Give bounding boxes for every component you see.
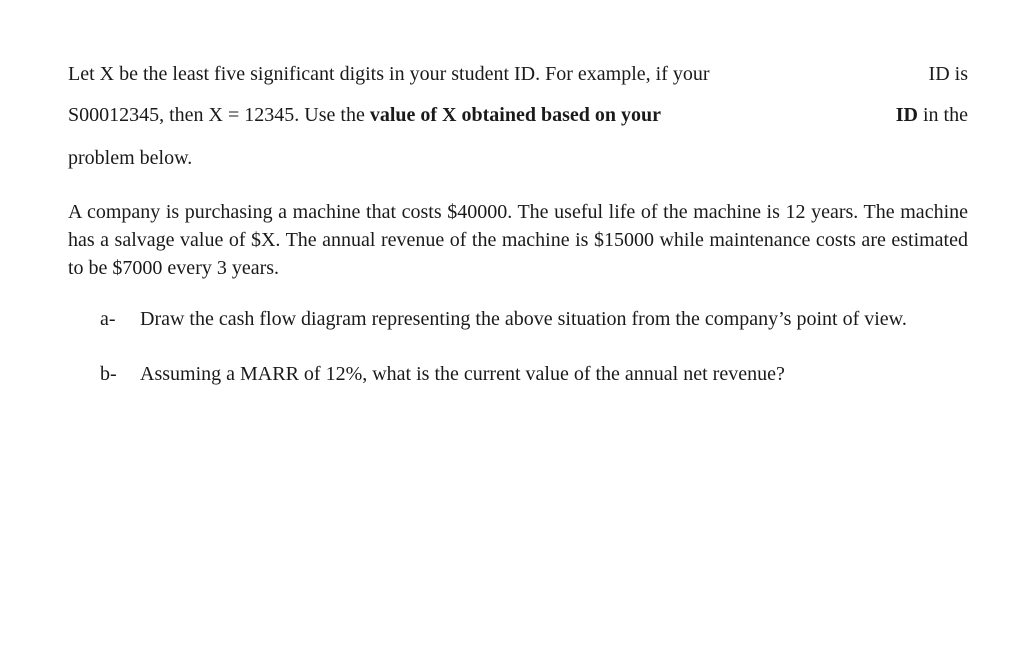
intro-line-1 (68, 61, 968, 87)
intro-line-2-right-bold: ID (895, 104, 918, 126)
intro-line-2-left (68, 102, 661, 128)
intro-line-2-plain: S00012345, then X = 12345. Use the (68, 104, 370, 126)
question-a-text: Draw the cash flow diagram representing the above situation from the company’s point of view. (140, 308, 907, 330)
question-b-text: Assuming a MARR of 12%, what is the current value of the annual net revenue? (140, 363, 785, 385)
intro-line-3-text: problem below. (68, 147, 193, 169)
question-b (100, 362, 968, 386)
intro-line-2-right-plain: in the (918, 104, 968, 126)
question-b-marker: b- (100, 363, 117, 385)
intro-line-1-left: Let X be the least five significant digits in your student ID. For example, if your (68, 63, 710, 85)
question-a (100, 307, 968, 331)
intro-line-2-right (896, 102, 968, 128)
problem-paragraph: A company is purchasing a machine that costs $40000. The useful life of the machine is 12 years. The machine has a salvage value of $X. The annual revenue of the machine is $15000 while maintenance costs are estimated to be $7000 every 3 years. (68, 201, 968, 279)
intro-line-2-bold: value of X obtained based on your (369, 104, 661, 126)
intro-line-2 (68, 102, 968, 128)
intro-line-1-right: ID is (928, 63, 968, 85)
question-a-marker: a- (100, 308, 116, 330)
intro-line-3 (68, 145, 968, 171)
